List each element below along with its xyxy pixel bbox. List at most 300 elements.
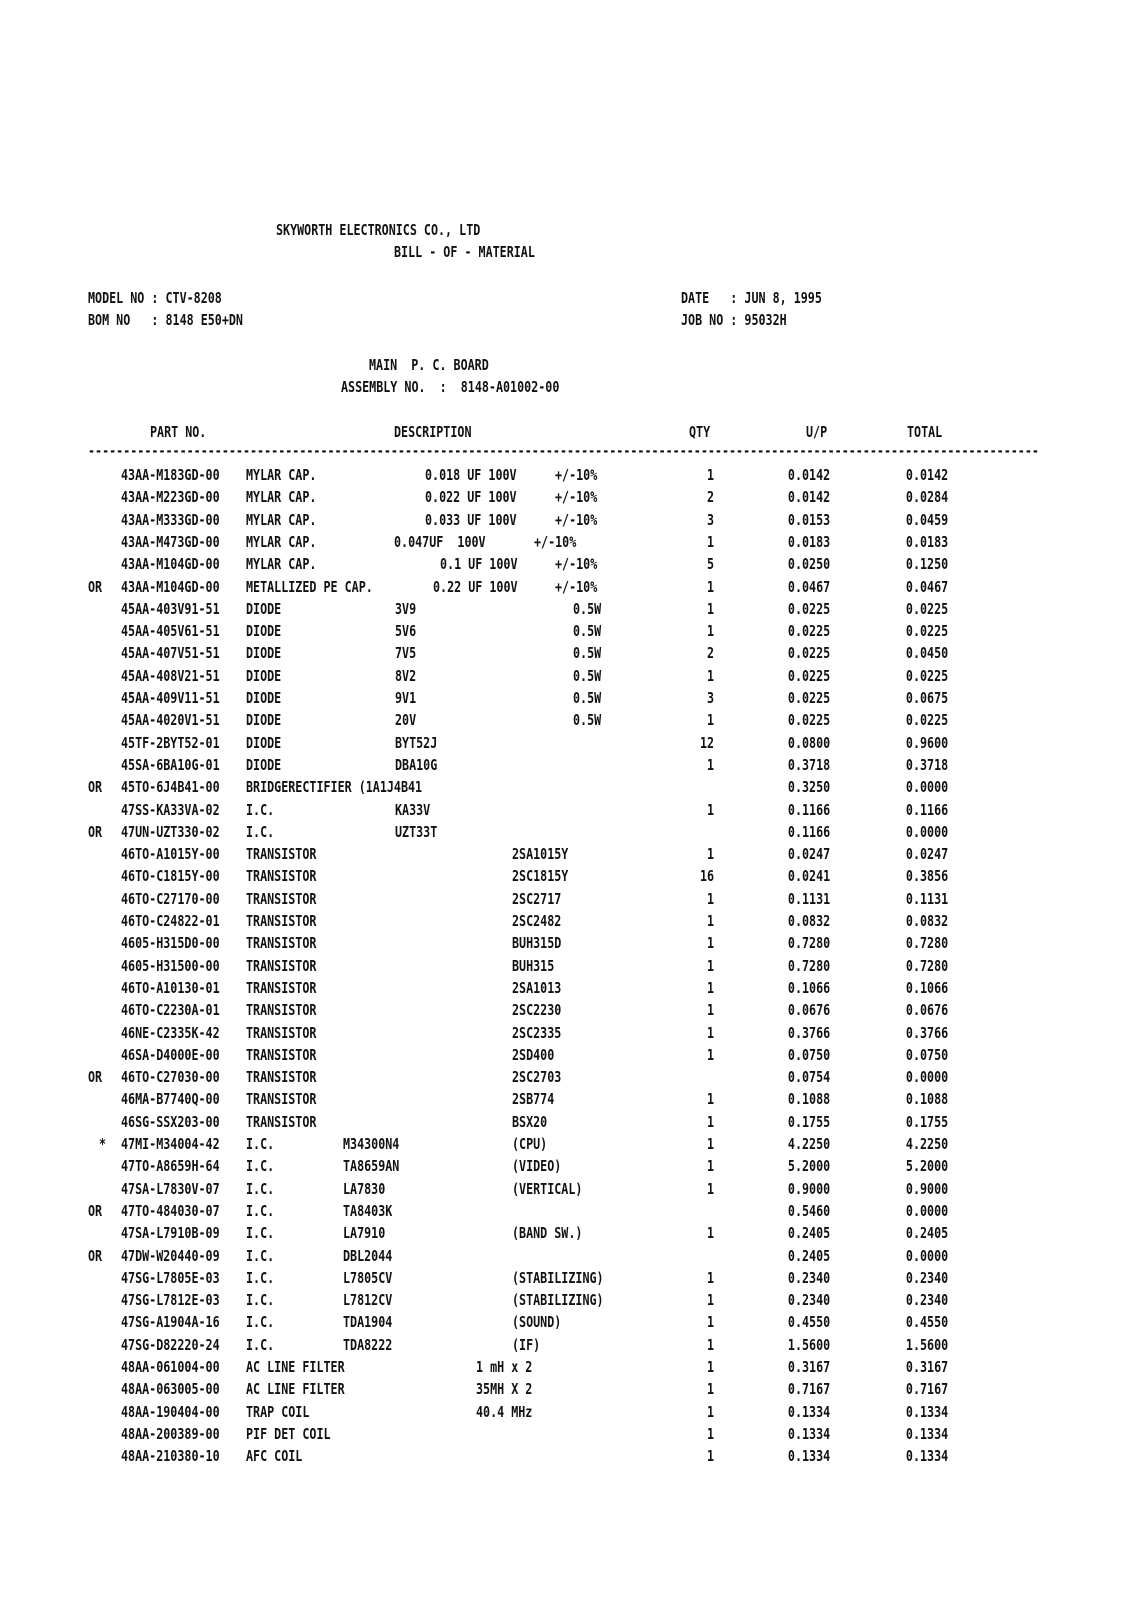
- rating: 0.5W: [573, 711, 602, 730]
- quantity: 2: [706, 644, 714, 663]
- line-total: 0.0183: [905, 532, 948, 551]
- part-number: 48AA-063005-00: [121, 1380, 220, 1399]
- company-name: SKYWORTH ELECTRONICS CO., LTD: [276, 221, 481, 239]
- table-row: [0, 1358, 1129, 1380]
- column-header-qty: QTY: [689, 423, 711, 441]
- header-separator: ---------------------------------------------------------------------------------------------------------------------------------------: [88, 442, 1039, 460]
- description: DIODE: [246, 755, 282, 774]
- part-number: 45AA-405V61-51: [121, 622, 220, 641]
- table-row: [0, 1269, 1129, 1291]
- line-total: 0.3766: [905, 1023, 948, 1042]
- specification: 2SA1013: [512, 978, 562, 997]
- table-row: [0, 957, 1129, 979]
- rating: +/-10%: [555, 488, 598, 507]
- quantity: 1: [706, 956, 714, 975]
- table-row: [0, 622, 1129, 644]
- part-number: 46TO-A1015Y-00: [121, 845, 220, 864]
- job-number: JOB NO : 95032H: [681, 311, 787, 329]
- description: DIODE: [246, 711, 282, 730]
- quantity: 16: [699, 867, 714, 886]
- line-total: 0.1334: [905, 1424, 948, 1443]
- line-total: 0.0000: [905, 1246, 948, 1265]
- specification: 0.033 UF 100V: [425, 510, 517, 529]
- table-row: [0, 578, 1129, 600]
- description: I.C.: [246, 1201, 275, 1220]
- assembly-number: ASSEMBLY NO. : 8148-A01002-00: [341, 378, 560, 396]
- part-number: 46TO-C1815Y-00: [121, 867, 220, 886]
- line-total: 0.2340: [905, 1291, 948, 1310]
- part-number: 45AA-4020V1-51: [121, 711, 220, 730]
- unit-price: 0.1131: [787, 889, 830, 908]
- table-row: [0, 912, 1129, 934]
- unit-price: 0.0225: [787, 622, 830, 641]
- table-row: [0, 1313, 1129, 1335]
- description: I.C.: [246, 1268, 275, 1287]
- unit-price: 0.0250: [787, 555, 830, 574]
- description: DIODE: [246, 644, 282, 663]
- table-row: [0, 689, 1129, 711]
- rating: (BAND SW.): [512, 1224, 583, 1243]
- table-row: [0, 711, 1129, 733]
- table-row: [0, 734, 1129, 756]
- quantity: 1: [706, 845, 714, 864]
- quantity: 1: [706, 1090, 714, 1109]
- part-number: 45AA-409V11-51: [121, 689, 220, 707]
- description: TRANSISTOR: [246, 956, 317, 975]
- rating: +/-10%: [555, 577, 598, 596]
- bom-number: BOM NO : 8148 E50+DN: [88, 311, 243, 329]
- part-number: 47SG-D82220-24: [121, 1335, 220, 1354]
- quantity: 1: [706, 1447, 714, 1466]
- date: DATE : JUN 8, 1995: [681, 289, 822, 307]
- part-number: 45TF-2BYT52-01: [121, 733, 220, 752]
- part-number: 43AA-M183GD-00: [121, 466, 220, 484]
- table-row: [0, 1403, 1129, 1425]
- specification: 9V1: [395, 689, 417, 707]
- table-row: [0, 934, 1129, 956]
- unit-price: 0.0183: [787, 532, 830, 551]
- description: BRIDGERECTIFIER (1A1J4B41: [246, 778, 423, 797]
- quantity: 1: [706, 466, 714, 484]
- specification: BUH315D: [512, 934, 562, 953]
- description: I.C.: [246, 1224, 275, 1243]
- quantity: 1: [706, 934, 714, 953]
- specification: 2SD400: [512, 1045, 555, 1064]
- quantity: 1: [706, 889, 714, 908]
- unit-price: 0.0467: [787, 577, 830, 596]
- specification: 2SB774: [512, 1090, 555, 1109]
- table-row: [0, 778, 1129, 800]
- part-number: 48AA-190404-00: [121, 1402, 220, 1421]
- rating: +/-10%: [555, 555, 598, 574]
- description: TRANSISTOR: [246, 889, 317, 908]
- part-number: 47TO-A8659H-64: [121, 1157, 220, 1176]
- table-row: [0, 600, 1129, 622]
- rating: (STABILIZING): [512, 1291, 604, 1310]
- part-number: 47SG-L7812E-03: [121, 1291, 220, 1310]
- table-row: [0, 1157, 1129, 1179]
- quantity: 1: [706, 1157, 714, 1176]
- description: TRANSISTOR: [246, 1023, 317, 1042]
- table-row: [0, 1180, 1129, 1202]
- part-number: 43AA-M333GD-00: [121, 510, 220, 529]
- specification: 1 mH x 2: [476, 1358, 533, 1376]
- line-total: 0.1334: [905, 1447, 948, 1466]
- quantity: 1: [706, 1268, 714, 1287]
- table-row: [0, 667, 1129, 689]
- table-row: [0, 756, 1129, 778]
- row-flag: *: [99, 1135, 107, 1153]
- line-total: 0.7167: [905, 1380, 948, 1399]
- rating: +/-10%: [555, 466, 598, 484]
- table-row: [0, 1447, 1129, 1469]
- description: AC LINE FILTER: [246, 1380, 345, 1399]
- line-total: 0.0000: [905, 778, 948, 797]
- unit-price: 0.7280: [787, 934, 830, 953]
- unit-price: 0.2340: [787, 1291, 830, 1310]
- part-number: 45AA-407V51-51: [121, 644, 220, 663]
- description: DIODE: [246, 622, 282, 641]
- description: TRANSISTOR: [246, 978, 317, 997]
- specification: L7805CV: [343, 1268, 393, 1287]
- quantity: 1: [706, 1313, 714, 1332]
- part-number: 46TO-C2230A-01: [121, 1001, 220, 1020]
- specification: TDA1904: [343, 1313, 393, 1332]
- part-number: 47MI-M34004-42: [121, 1135, 220, 1153]
- quantity: 1: [706, 1023, 714, 1042]
- row-flag: OR: [88, 1068, 103, 1087]
- unit-price: 0.1088: [787, 1090, 830, 1109]
- rating: 0.5W: [573, 689, 602, 707]
- description: I.C.: [246, 822, 275, 841]
- unit-price: 0.0225: [787, 711, 830, 730]
- specification: BUH315: [512, 956, 555, 975]
- line-total: 0.0676: [905, 1001, 948, 1020]
- line-total: 0.1088: [905, 1090, 948, 1109]
- unit-price: 0.3718: [787, 755, 830, 774]
- line-total: 0.0459: [905, 510, 948, 529]
- unit-price: 0.1334: [787, 1424, 830, 1443]
- unit-price: 0.1166: [787, 800, 830, 819]
- rating: 0.5W: [573, 599, 602, 618]
- part-number: 46NE-C2335K-42: [121, 1023, 220, 1042]
- document-title: BILL - OF - MATERIAL: [394, 243, 535, 261]
- line-total: 0.0000: [905, 1201, 948, 1220]
- table-row: [0, 801, 1129, 823]
- specification: BYT52J: [395, 733, 438, 752]
- quantity: 1: [706, 1179, 714, 1198]
- model-number: MODEL NO : CTV-8208: [88, 289, 222, 307]
- specification: 0.22 UF 100V: [433, 577, 518, 596]
- description: I.C.: [246, 1135, 275, 1153]
- part-number: 46TO-C24822-01: [121, 912, 220, 930]
- quantity: 3: [706, 510, 714, 529]
- specification: 3V9: [395, 599, 417, 618]
- part-number: 47SG-A1904A-16: [121, 1313, 220, 1332]
- specification: DBA10G: [395, 755, 438, 774]
- quantity: 1: [706, 755, 714, 774]
- row-flag: OR: [88, 577, 103, 596]
- line-total: 0.0675: [905, 689, 948, 707]
- specification: 2SA1015Y: [512, 845, 569, 864]
- line-total: 0.0142: [905, 466, 948, 484]
- part-number: 45SA-6BA10G-01: [121, 755, 220, 774]
- part-number: 46MA-B7740Q-00: [121, 1090, 220, 1109]
- table-row: [0, 890, 1129, 912]
- rating: 0.5W: [573, 622, 602, 641]
- description: DIODE: [246, 689, 282, 707]
- specification: 0.022 UF 100V: [425, 488, 517, 507]
- specification: TDA8222: [343, 1335, 393, 1354]
- description: TRANSISTOR: [246, 912, 317, 930]
- table-row: [0, 1024, 1129, 1046]
- quantity: 1: [706, 1335, 714, 1354]
- description: TRANSISTOR: [246, 1112, 317, 1131]
- quantity: 3: [706, 689, 714, 707]
- unit-price: 0.5460: [787, 1201, 830, 1220]
- line-total: 0.1131: [905, 889, 948, 908]
- table-row: [0, 1336, 1129, 1358]
- part-number: 47SG-L7805E-03: [121, 1268, 220, 1287]
- table-row: [0, 1090, 1129, 1112]
- line-total: 0.0284: [905, 488, 948, 507]
- specification: 8V2: [395, 666, 417, 685]
- line-total: 0.1066: [905, 978, 948, 997]
- table-row: [0, 1380, 1129, 1402]
- part-number: 47SS-KA33VA-02: [121, 800, 220, 819]
- table-row: [0, 1046, 1129, 1068]
- description: PIF DET COIL: [246, 1424, 331, 1443]
- table-row: [0, 511, 1129, 533]
- specification: 2SC2230: [512, 1001, 562, 1020]
- table-row: [0, 1001, 1129, 1023]
- unit-price: 0.0241: [787, 867, 830, 886]
- unit-price: 0.3250: [787, 778, 830, 797]
- specification: 20V: [395, 711, 417, 730]
- column-header-part-no: PART NO.: [150, 423, 207, 441]
- unit-price: 0.0225: [787, 689, 830, 707]
- row-flag: OR: [88, 778, 103, 797]
- specification: DBL2044: [343, 1246, 393, 1265]
- line-total: 0.0832: [905, 912, 948, 930]
- rating: 0.5W: [573, 644, 602, 663]
- line-total: 0.0467: [905, 577, 948, 596]
- description: I.C.: [246, 800, 275, 819]
- part-number: 46SA-D4000E-00: [121, 1045, 220, 1064]
- column-header-total: TOTAL: [907, 423, 943, 441]
- line-total: 0.3718: [905, 755, 948, 774]
- description: MYLAR CAP.: [246, 488, 317, 507]
- description: MYLAR CAP.: [246, 466, 317, 484]
- unit-price: 0.1334: [787, 1402, 830, 1421]
- line-total: 0.9000: [905, 1179, 948, 1198]
- table-row: [0, 979, 1129, 1001]
- line-total: 0.1755: [905, 1112, 948, 1131]
- quantity: 1: [706, 1135, 714, 1153]
- specification: 40.4 MHz: [476, 1402, 533, 1421]
- unit-price: 4.2250: [787, 1135, 830, 1153]
- quantity: 1: [706, 1224, 714, 1243]
- unit-price: 0.0754: [787, 1068, 830, 1087]
- line-total: 0.0000: [905, 1068, 948, 1087]
- description: TRANSISTOR: [246, 1001, 317, 1020]
- description: TRAP COIL: [246, 1402, 310, 1421]
- quantity: 1: [706, 1380, 714, 1399]
- table-row: [0, 533, 1129, 555]
- part-number: 46SG-SSX203-00: [121, 1112, 220, 1131]
- description: I.C.: [246, 1157, 275, 1176]
- unit-price: 0.0142: [787, 488, 830, 507]
- description: TRANSISTOR: [246, 1045, 317, 1064]
- specification: 2SC1815Y: [512, 867, 569, 886]
- description: TRANSISTOR: [246, 845, 317, 864]
- quantity: 1: [706, 912, 714, 930]
- specification: 2SC2703: [512, 1068, 562, 1087]
- unit-price: 0.0225: [787, 644, 830, 663]
- specification: M34300N4: [343, 1135, 400, 1153]
- specification: L7812CV: [343, 1291, 393, 1310]
- table-row: [0, 488, 1129, 510]
- quantity: 1: [706, 1402, 714, 1421]
- row-flag: OR: [88, 822, 103, 841]
- quantity: 1: [706, 978, 714, 997]
- table-row: [0, 1247, 1129, 1269]
- table-row: [0, 823, 1129, 845]
- rating: (IF): [512, 1335, 541, 1354]
- line-total: 0.0247: [905, 845, 948, 864]
- description: MYLAR CAP.: [246, 510, 317, 529]
- part-number: 46TO-C27030-00: [121, 1068, 220, 1087]
- quantity: 1: [706, 622, 714, 641]
- unit-price: 1.5600: [787, 1335, 830, 1354]
- table-row: [0, 1202, 1129, 1224]
- specification: 5V6: [395, 622, 417, 641]
- table-row: [0, 867, 1129, 889]
- part-number: 43AA-M223GD-00: [121, 488, 220, 507]
- unit-price: 0.4550: [787, 1313, 830, 1332]
- unit-price: 0.2405: [787, 1246, 830, 1265]
- quantity: 12: [699, 733, 714, 752]
- rating: +/-10%: [555, 510, 598, 529]
- rating: (CPU): [512, 1135, 548, 1153]
- line-total: 0.0000: [905, 822, 948, 841]
- specification: LA7830: [343, 1179, 386, 1198]
- description: METALLIZED PE CAP.: [246, 577, 373, 596]
- line-total: 5.2000: [905, 1157, 948, 1176]
- part-number: 43AA-M473GD-00: [121, 532, 220, 551]
- unit-price: 5.2000: [787, 1157, 830, 1176]
- description: DIODE: [246, 666, 282, 685]
- unit-price: 0.0750: [787, 1045, 830, 1064]
- quantity: 1: [706, 1045, 714, 1064]
- description: TRANSISTOR: [246, 867, 317, 886]
- quantity: 1: [706, 1358, 714, 1376]
- line-total: 0.0225: [905, 711, 948, 730]
- line-total: 0.7280: [905, 956, 948, 975]
- table-row: [0, 1291, 1129, 1313]
- unit-price: 0.0142: [787, 466, 830, 484]
- column-header-description: DESCRIPTION: [394, 423, 472, 441]
- part-number: 45AA-408V21-51: [121, 666, 220, 685]
- column-header-unit-price: U/P: [806, 423, 828, 441]
- specification: UZT33T: [395, 822, 438, 841]
- specification: 2SC2482: [512, 912, 562, 930]
- table-row: [0, 555, 1129, 577]
- line-total: 0.3856: [905, 867, 948, 886]
- part-number: 4605-H315D0-00: [121, 934, 220, 953]
- unit-price: 0.0153: [787, 510, 830, 529]
- description: I.C.: [246, 1335, 275, 1354]
- description: TRANSISTOR: [246, 1090, 317, 1109]
- rating: (STABILIZING): [512, 1268, 604, 1287]
- line-total: 0.2405: [905, 1224, 948, 1243]
- line-total: 0.1250: [905, 555, 948, 574]
- quantity: 1: [706, 1291, 714, 1310]
- quantity: 1: [706, 666, 714, 685]
- part-number: 47DW-W20440-09: [121, 1246, 220, 1265]
- part-number: 45TO-6J4B41-00: [121, 778, 220, 797]
- description: TRANSISTOR: [246, 1068, 317, 1087]
- quantity: 1: [706, 711, 714, 730]
- quantity: 1: [706, 1424, 714, 1443]
- specification: 2SC2717: [512, 889, 562, 908]
- part-number: 45AA-403V91-51: [121, 599, 220, 618]
- description: I.C.: [246, 1179, 275, 1198]
- specification: BSX20: [512, 1112, 548, 1131]
- rating: (VIDEO): [512, 1157, 562, 1176]
- specification: 0.047UF 100V: [394, 532, 486, 551]
- quantity: 1: [706, 1112, 714, 1131]
- board-title: MAIN P. C. BOARD: [369, 356, 489, 374]
- specification: 7V5: [395, 644, 417, 663]
- specification: KA33V: [395, 800, 431, 819]
- unit-price: 0.3167: [787, 1358, 830, 1376]
- specification: 35MH X 2: [476, 1380, 533, 1399]
- line-total: 0.4550: [905, 1313, 948, 1332]
- line-total: 0.0750: [905, 1045, 948, 1064]
- description: DIODE: [246, 599, 282, 618]
- rating: (VERTICAL): [512, 1179, 583, 1198]
- part-number: 43AA-M104GD-00: [121, 555, 220, 574]
- description: I.C.: [246, 1291, 275, 1310]
- line-total: 0.0450: [905, 644, 948, 663]
- part-number: 4605-H31500-00: [121, 956, 220, 975]
- description: I.C.: [246, 1313, 275, 1332]
- table-row: [0, 1068, 1129, 1090]
- line-total: 0.1334: [905, 1402, 948, 1421]
- part-number: 47TO-484030-07: [121, 1201, 220, 1220]
- specification: 0.1 UF 100V: [440, 555, 518, 574]
- unit-price: 0.0247: [787, 845, 830, 864]
- line-total: 0.3167: [905, 1358, 948, 1376]
- unit-price: 0.1334: [787, 1447, 830, 1466]
- specification: 0.018 UF 100V: [425, 466, 517, 484]
- specification: TA8403K: [343, 1201, 393, 1220]
- line-total: 1.5600: [905, 1335, 948, 1354]
- quantity: 1: [706, 532, 714, 551]
- line-total: 0.0225: [905, 599, 948, 618]
- unit-price: 0.0225: [787, 599, 830, 618]
- unit-price: 0.2405: [787, 1224, 830, 1243]
- quantity: 5: [706, 555, 714, 574]
- specification: 2SC2335: [512, 1023, 562, 1042]
- part-number: 47SA-L7910B-09: [121, 1224, 220, 1243]
- part-number: 48AA-061004-00: [121, 1358, 220, 1376]
- part-number: 43AA-M104GD-00: [121, 577, 220, 596]
- unit-price: 0.9000: [787, 1179, 830, 1198]
- quantity: 1: [706, 577, 714, 596]
- description: MYLAR CAP.: [246, 555, 317, 574]
